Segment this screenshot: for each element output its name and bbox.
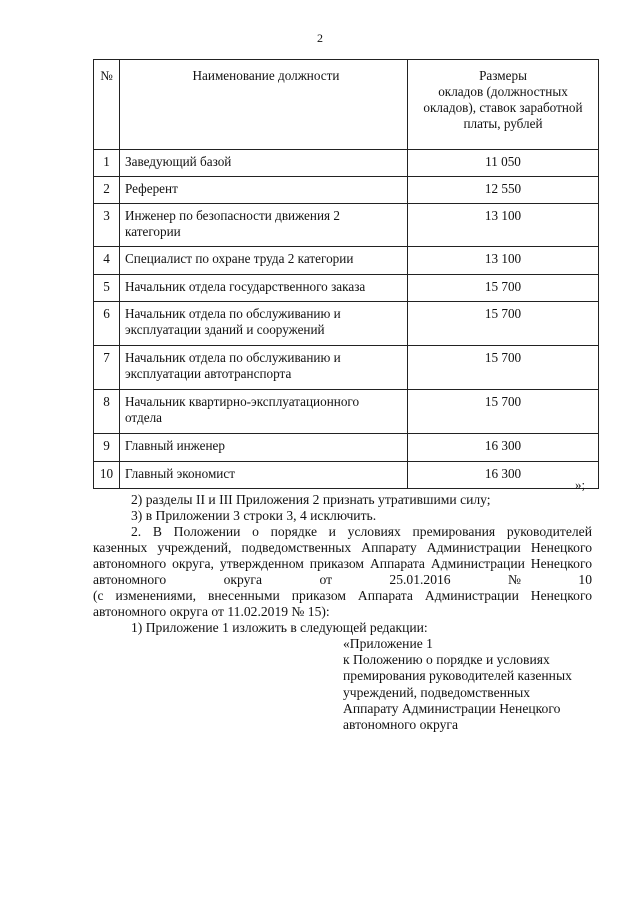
date-line xyxy=(93,572,592,588)
row-salary: 12 550 xyxy=(408,177,599,204)
date-line-word: № xyxy=(508,572,521,587)
row-position-line: категории xyxy=(125,224,181,239)
para-2-line: автономного округа от 11.02.2019 № 15): xyxy=(93,604,330,619)
table-row xyxy=(94,462,599,489)
header-salary xyxy=(408,60,599,150)
salary-table xyxy=(93,59,599,489)
header-salary-line: окладов), ставок заработной xyxy=(423,100,583,115)
row-position-line: Референт xyxy=(125,181,178,196)
row-position xyxy=(120,177,408,204)
item-2: 2) разделы II и III Приложения 2 признать утратившими силу; xyxy=(131,492,491,507)
row-position-line: Главный экономист xyxy=(125,466,235,481)
appendix-line: автономного округа xyxy=(343,717,459,733)
row-salary: 11 050 xyxy=(408,150,599,177)
table-row xyxy=(94,275,599,302)
row-position-line: эксплуатации зданий и сооружений xyxy=(125,322,325,337)
row-salary: 16 300 xyxy=(408,434,599,462)
date-line-word: автономного xyxy=(93,572,167,587)
row-num: 4 xyxy=(94,247,120,275)
row-position-line: Начальник отдела по обслуживанию и xyxy=(125,350,341,365)
item-1: 1) Приложение 1 изложить в следующей редакции: xyxy=(131,620,428,635)
row-num: 9 xyxy=(94,434,120,462)
row-salary: 13 100 xyxy=(408,204,599,247)
row-position-line: Начальник отдела государственного заказа xyxy=(125,279,366,294)
header-salary-line: платы, рублей xyxy=(463,116,543,131)
appendix-line: «Приложение 1 xyxy=(343,636,433,651)
row-salary: 15 700 xyxy=(408,302,599,346)
row-position xyxy=(120,434,408,462)
row-position xyxy=(120,346,408,390)
row-num: 2 xyxy=(94,177,120,204)
row-position-line: Заведующий базой xyxy=(125,154,232,169)
row-position-line: Начальник квартирно-эксплуатационного xyxy=(125,394,360,409)
row-position xyxy=(120,150,408,177)
item-3: 3) в Приложении 3 строки 3, 4 исключить. xyxy=(131,508,377,523)
row-salary: 15 700 xyxy=(408,275,599,302)
date-line-word: от xyxy=(319,572,333,587)
row-num: 7 xyxy=(94,346,120,390)
date-line-word: округа xyxy=(223,572,263,587)
row-position-line: Инженер по безопасности движения 2 xyxy=(125,208,340,223)
header-num: № xyxy=(94,60,120,150)
header-salary-line: окладов (должностных xyxy=(438,84,568,99)
table-row xyxy=(94,434,599,462)
row-num: 1 xyxy=(94,150,120,177)
row-position-line: отдела xyxy=(125,410,163,425)
row-num: 8 xyxy=(94,390,120,434)
row-position-line: Специалист по охране труда 2 категории xyxy=(125,251,354,266)
row-position-line: Начальник отдела по обслуживанию и xyxy=(125,306,341,321)
order-date: 25.01.2016 xyxy=(389,572,451,587)
row-position-line: эксплуатации автотранспорта xyxy=(125,366,292,381)
para-2-line: (с изменениями, внесенными приказом Аппарата Администрации Ненецкого xyxy=(93,588,592,603)
row-position xyxy=(120,275,408,302)
amendment-text xyxy=(93,492,592,636)
row-position xyxy=(120,390,408,434)
page-number: 2 xyxy=(317,31,323,45)
row-salary: 15 700 xyxy=(408,346,599,390)
para-2-line: автономного округа, утвержденном приказом Аппарата Администрации Ненецкого xyxy=(93,556,592,571)
row-salary: 13 100 xyxy=(408,247,599,275)
row-num: 5 xyxy=(94,275,120,302)
table-row xyxy=(94,390,599,434)
table-row xyxy=(94,247,599,275)
order-number: 10 xyxy=(578,572,592,587)
row-position xyxy=(120,204,408,247)
appendix-line: учреждений, подведомственных xyxy=(343,684,531,700)
row-position xyxy=(120,302,408,346)
table-header-row xyxy=(94,60,599,150)
row-salary: 15 700 xyxy=(408,390,599,434)
row-position-line: Главный инженер xyxy=(125,438,225,453)
table-row xyxy=(94,302,599,346)
appendix-line: Аппарату Администрации Ненецкого xyxy=(343,700,561,716)
table-row xyxy=(94,150,599,177)
table-row xyxy=(94,346,599,390)
table-row xyxy=(94,204,599,247)
appendix-line: премирования руководителей казенных xyxy=(343,668,572,684)
header-salary-line: Размеры xyxy=(479,68,527,83)
para-2-line: 2. В Положении о порядке и условиях премирования руководителей xyxy=(131,524,592,539)
row-num: 3 xyxy=(94,204,120,247)
header-position: Наименование должности xyxy=(120,60,408,150)
para-2-line: казенных учреждений, подведомственных Аппарату Администрации Ненецкого xyxy=(93,540,592,555)
table-row xyxy=(94,177,599,204)
row-num: 6 xyxy=(94,302,120,346)
table-closing-mark: »; xyxy=(575,477,586,492)
row-position xyxy=(120,462,408,489)
appendix-heading xyxy=(343,636,603,733)
row-salary: 16 300 xyxy=(408,462,599,489)
appendix-line: к Положению о порядке и условиях xyxy=(343,652,550,668)
row-num: 10 xyxy=(94,462,120,489)
row-position xyxy=(120,247,408,275)
